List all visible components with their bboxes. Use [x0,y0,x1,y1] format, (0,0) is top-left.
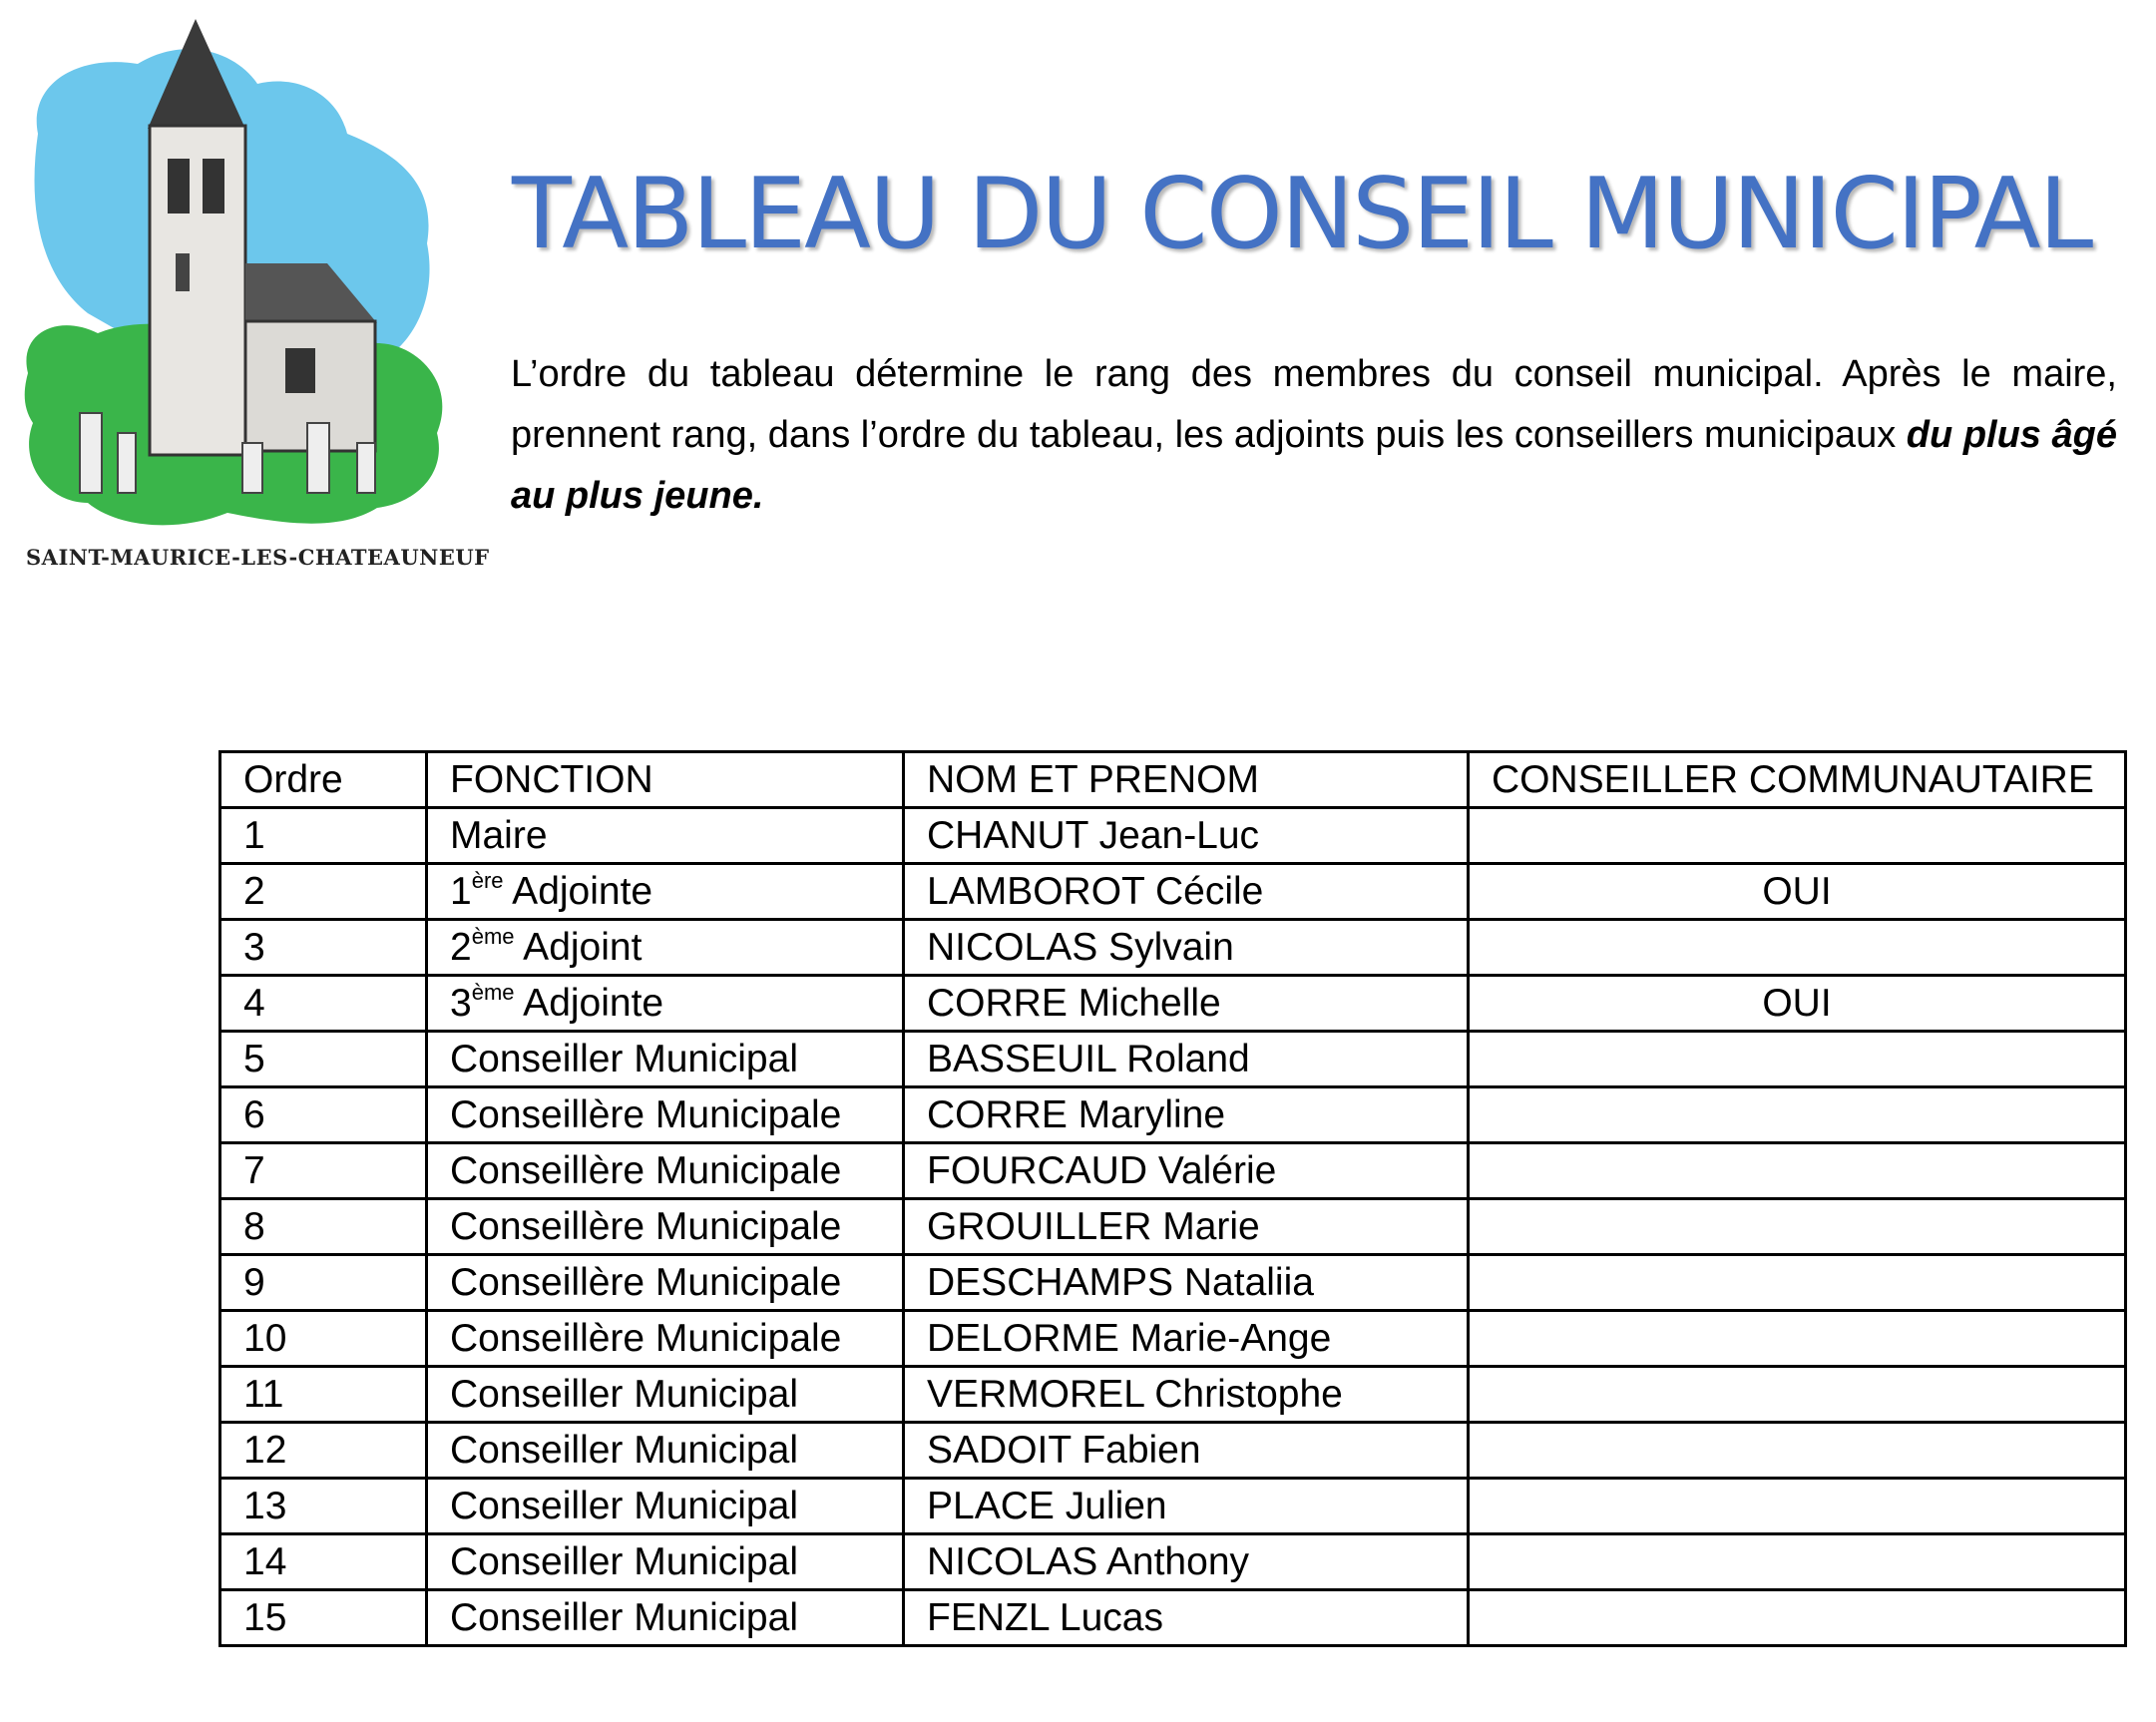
header-fonction: FONCTION [427,752,904,808]
cell-nom: PLACE Julien [904,1479,1469,1534]
cell-fonction [427,808,904,864]
cell-fonction [427,864,904,920]
cell-communautaire [1469,1087,2126,1143]
cell-nom: CORRE Michelle [904,976,1469,1032]
cell-nom: NICOLAS Anthony [904,1534,1469,1590]
table-row [220,1087,2126,1143]
table-row [220,1367,2126,1423]
logo-tower [150,126,245,455]
council-table [218,750,2127,1647]
cell-communautaire [1469,1255,2126,1311]
fonction-label: Conseillère Municipale [450,1204,842,1248]
fonction-label: Conseillère Municipale [450,1148,842,1192]
cell-ordre: 1 [220,808,427,864]
cell-communautaire [1469,1367,2126,1423]
cell-nom: LAMBOROT Cécile [904,864,1469,920]
fonction-label: Maire [450,813,548,857]
table-header-row [220,752,2126,808]
cell-nom: DELORME Marie-Ange [904,1311,1469,1367]
cell-fonction [427,1590,904,1646]
fonction-label: Conseiller Municipal [450,1595,798,1639]
cell-fonction [427,1143,904,1199]
cell-ordre: 7 [220,1143,427,1199]
table-row [220,1311,2126,1367]
cell-fonction [427,1423,904,1479]
table-row [220,976,2126,1032]
table-row [220,1032,2126,1087]
cell-nom: FOURCAUD Valérie [904,1143,1469,1199]
fonction-label: Conseiller Municipal [450,1428,798,1472]
cell-nom: VERMOREL Christophe [904,1367,1469,1423]
fonction-label: Conseillère Municipale [450,1316,842,1360]
fonction-label: Adjointe [503,869,653,913]
cell-nom: CORRE Maryline [904,1087,1469,1143]
fonction-label: Conseiller Municipal [450,1484,798,1527]
fonction-label: Adjoint [514,925,643,969]
cell-ordre: 2 [220,864,427,920]
cell-communautaire [1469,1479,2126,1534]
fonction-label: Conseiller Municipal [450,1372,798,1416]
cell-ordre: 11 [220,1367,427,1423]
intro-paragraph [511,344,2117,527]
cell-fonction [427,1534,904,1590]
cell-nom: BASSEUIL Roland [904,1032,1469,1087]
page-title: TABLEAU DU CONSEIL MUNICIPAL [512,158,2092,271]
header-ordre: Ordre [220,752,427,808]
fonction-label: Conseiller Municipal [450,1037,798,1080]
cell-ordre: 6 [220,1087,427,1143]
cell-ordre: 14 [220,1534,427,1590]
header-nom: NOM ET PRENOM [904,752,1469,808]
cell-communautaire [1469,1590,2126,1646]
cell-fonction [427,1367,904,1423]
cell-communautaire [1469,1534,2126,1590]
fonction-number: 2 [450,925,472,969]
cell-communautaire: OUI [1469,976,2126,1032]
cell-ordre: 9 [220,1255,427,1311]
cell-ordre: 4 [220,976,427,1032]
cell-communautaire [1469,1423,2126,1479]
cell-ordre: 13 [220,1479,427,1534]
cell-nom: GROUILLER Marie [904,1199,1469,1255]
cell-communautaire [1469,1311,2126,1367]
cell-ordre: 8 [220,1199,427,1255]
fonction-label: Conseillère Municipale [450,1092,842,1136]
cell-ordre: 5 [220,1032,427,1087]
cell-communautaire [1469,1199,2126,1255]
cell-fonction [427,1087,904,1143]
cell-fonction [427,1032,904,1087]
fonction-number: 1 [450,869,472,913]
cell-fonction [427,920,904,976]
cell-nom: SADOIT Fabien [904,1423,1469,1479]
cell-fonction [427,1199,904,1255]
fonction-ordinal: ère [471,867,504,893]
cell-nom: CHANUT Jean-Luc [904,808,1469,864]
cell-nom: DESCHAMPS Nataliia [904,1255,1469,1311]
cell-communautaire [1469,1032,2126,1087]
fonction-ordinal: ème [471,979,515,1005]
table-row [220,1143,2126,1199]
cell-ordre: 3 [220,920,427,976]
cell-nom: FENZL Lucas [904,1590,1469,1646]
table-row [220,1534,2126,1590]
cell-fonction [427,1255,904,1311]
cell-ordre: 12 [220,1423,427,1479]
municipality-logo [18,14,490,573]
cell-communautaire [1469,920,2126,976]
table-row [220,1479,2126,1534]
table-row [220,864,2126,920]
table-row [220,1199,2126,1255]
fonction-label: Conseillère Municipale [450,1260,842,1304]
cell-ordre: 15 [220,1590,427,1646]
fonction-label: Adjointe [514,981,664,1025]
table-row [220,1590,2126,1646]
cell-fonction [427,1311,904,1367]
cell-communautaire [1469,808,2126,864]
church-illustration [18,14,457,553]
fonction-label: Conseiller Municipal [450,1539,798,1583]
header-communautaire: CONSEILLER COMMUNAUTAIRE [1469,752,2126,808]
table-row [220,808,2126,864]
cell-fonction [427,976,904,1032]
intro-emphasis: du plus âgé au plus jeune. [511,414,2117,517]
table-row [220,1255,2126,1311]
intro-text: L’ordre du tableau détermine le rang des membres du conseil municipal. Après le maire, prennent rang, dans l’ordre du tableau, les adjoints puis les conseillers municipaux [511,353,2117,456]
fonction-ordinal: ème [471,923,515,949]
cell-nom: NICOLAS Sylvain [904,920,1469,976]
logo-caption: SAINT-MAURICE-LES-CHATEAUNEUF [26,545,490,570]
cell-ordre: 10 [220,1311,427,1367]
cell-fonction [427,1479,904,1534]
cell-communautaire [1469,1143,2126,1199]
cell-communautaire: OUI [1469,864,2126,920]
table-row [220,920,2126,976]
fonction-number: 3 [450,981,472,1025]
table-row [220,1423,2126,1479]
